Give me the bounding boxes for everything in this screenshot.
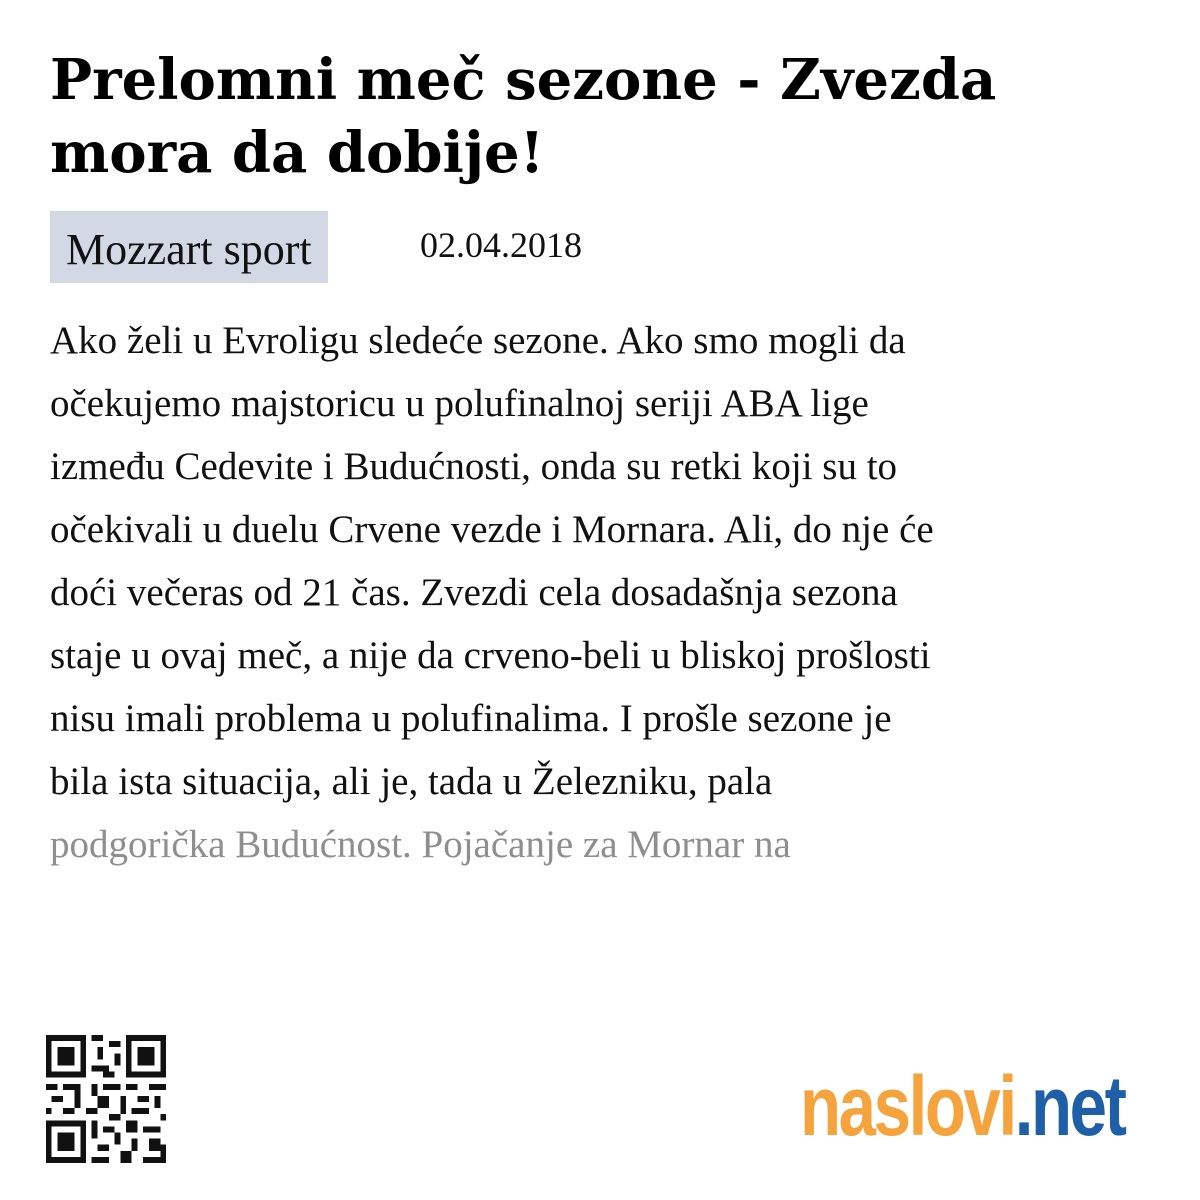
body-line: bila ista situacija, ali je, tada u Železniku, pala (50, 760, 773, 803)
logo-text-naslovi: naslovi (800, 1059, 1015, 1153)
body-line: očekujemo majstoricu u polufinalnoj seriji ABA lige (50, 382, 869, 425)
body-line: očekivali u duelu Crvene vezde i Mornara. Ali, do nje će (50, 508, 934, 551)
publish-date: 02.04.2018 (420, 225, 582, 265)
body-line: doći večeras od 21 čas. Zvezdi cela dosadašnja sezona (50, 571, 898, 614)
article-body (50, 309, 1160, 876)
body-line: staje u ovaj meč, a nije da crveno-beli u bliskoj prošlosti (50, 634, 931, 677)
body-line: nisu imali problema u polufinalima. I prošle sezone je (50, 697, 892, 740)
naslovi-logo (800, 1056, 1125, 1156)
article-title: Prelomni meč sezone - Zvezda mora da dobije! (50, 47, 997, 186)
qr-code-icon (46, 1035, 166, 1163)
body-line: između Cedevite i Budućnosti, onda su retki koji su to (50, 445, 898, 488)
source-badge: Mozzart sport (50, 211, 328, 283)
body-line-faded: podgorička Budućnost. Pojačanje za Mornar na (50, 823, 791, 866)
body-line: Ako želi u Evroligu sledeće sezone. Ako smo mogli da (50, 319, 906, 362)
logo-text-net: .net (1014, 1059, 1125, 1153)
